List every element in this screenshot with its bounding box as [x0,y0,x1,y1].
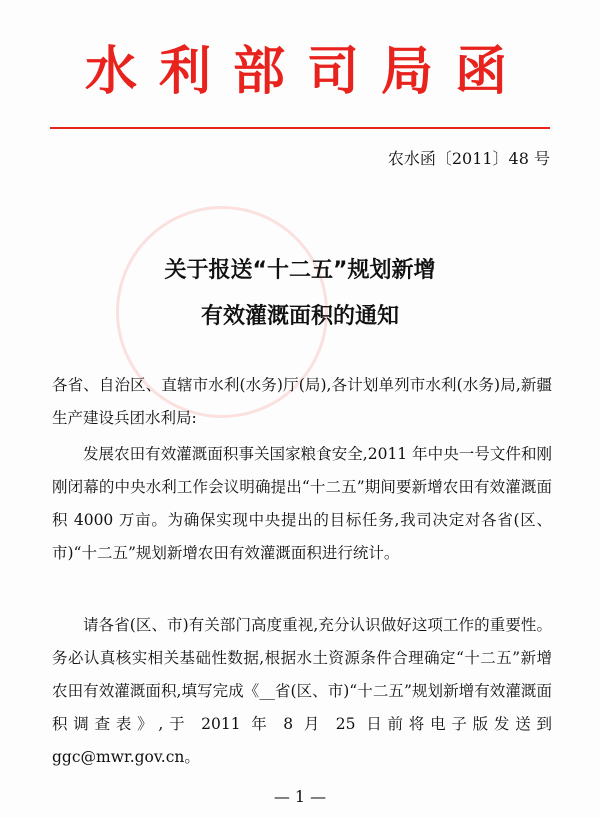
body-paragraph-2: 请各省(区、市)有关部门高度重视,充分认识做好这项工作的重要性。务必认真核实相关基础性数据,根据水土资源条件合理确定“十二五”新增农田有效灌溉面积,填写完成《__省(区、市)“十二五”规划新增有效灌溉面积调查表》,于 2011 年 8 月 25 日前将电子版发送到 ggc@mwr.gov.cn。 [52,616,552,766]
addressee-paragraph: 各省、自治区、直辖市水利(水务)厅(局),各计划单列市水利(水务)局,新疆生产建设兵团水利局: [52,376,552,427]
org-letterhead-title: 水利部司局函 [84,41,529,102]
document-number: 农水函〔2011〕48 号 [387,149,550,168]
notice-title-line-2: 有效灌溉面积的通知 [200,304,399,329]
body-paragraph-1: 发展农田有效灌溉面积事关国家粮食安全,2011 年中央一号文件和刚刚闭幕的中央水利工作会议明确提出“十二五”期间要新增农田有效灌溉面积 4000 万亩。为确保实现中央提出的目标任务,我司决定对各省(区、市)“十二五”规划新增农田有效灌溉面积进行统计。 [52,445,552,562]
notice-title-line-1: 关于报送“十二五”规划新增 [164,258,436,283]
red-divider-line [50,127,550,129]
page-number: — 1 — [273,787,327,806]
